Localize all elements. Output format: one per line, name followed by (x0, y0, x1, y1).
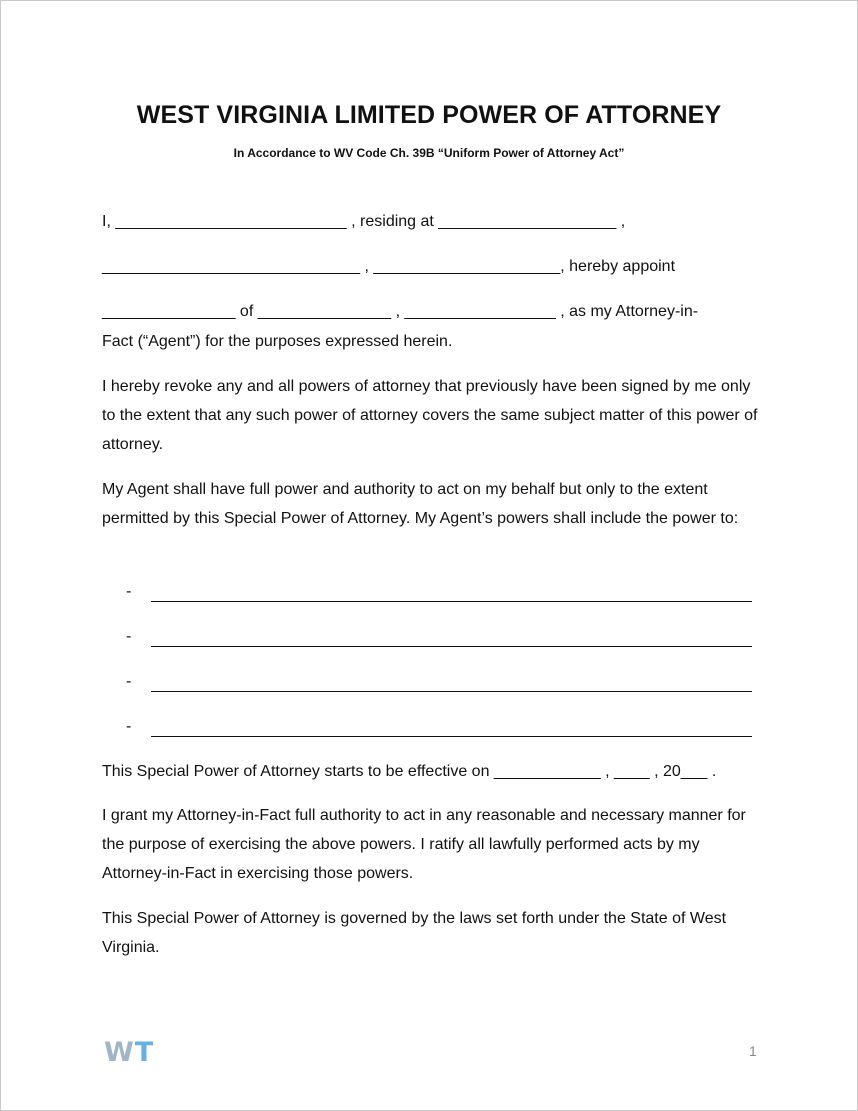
list-dash: - (126, 673, 132, 690)
fill-in-blank (151, 601, 752, 602)
power-blank-4 (126, 718, 756, 742)
power-blank-3 (126, 673, 756, 697)
list-dash: - (126, 718, 132, 735)
document-subtitle: In Accordance to WV Code Ch. 39B “Uniform Power of Attorney Act” (233, 146, 625, 160)
principal-line: I, __________________________ , residing at ____________________ , (102, 213, 626, 230)
revocation-paragraph: I hereby revoke any and all powers of attorney that previously have been signed by me only to the extent that any such power of attorney covers the same subject matter of this power of attorney. (102, 378, 758, 453)
agent-line: _______________ of _______________ , _________________ , as my Attorney-in- (102, 303, 699, 320)
list-dash: - (126, 628, 132, 645)
list-dash: - (126, 583, 132, 600)
wt-logo (104, 1037, 154, 1068)
governing-law-paragraph: This Special Power of Attorney is governed by the laws set forth under the State of West Virginia. (102, 910, 727, 956)
power-blank-1 (126, 583, 756, 607)
address-line: _____________________________ , _____________________, hereby appoint (102, 258, 676, 275)
fill-in-blank (151, 691, 752, 692)
agent-definition-text: Fact (“Agent”) for the purposes expressed herein. (102, 333, 453, 350)
power-blank-2 (126, 628, 756, 652)
document-title: WEST VIRGINIA LIMITED POWER OF ATTORNEY (136, 101, 722, 129)
fill-in-blank (151, 646, 752, 647)
page-number: 1 (749, 1043, 757, 1059)
authority-paragraph: I grant my Attorney-in-Fact full authority to act in any reasonable and necessary manner for the purpose of exercising the above powers. I ratify all lawfully performed acts by my Attorney-in-Fact in exercising those powers. (102, 807, 746, 882)
logo-letter-t: T (134, 1037, 155, 1068)
agent-powers-paragraph: My Agent shall have full power and authority to act on my behalf but only to the extent permitted by this Special Power of Attorney. My Agent’s powers shall include the power to: (102, 481, 739, 527)
effective-date-line: This Special Power of Attorney starts to be effective on ____________ , ____ , 20___ . (102, 763, 717, 780)
fill-in-blank (151, 736, 752, 737)
logo-letter-w: W (104, 1037, 135, 1068)
